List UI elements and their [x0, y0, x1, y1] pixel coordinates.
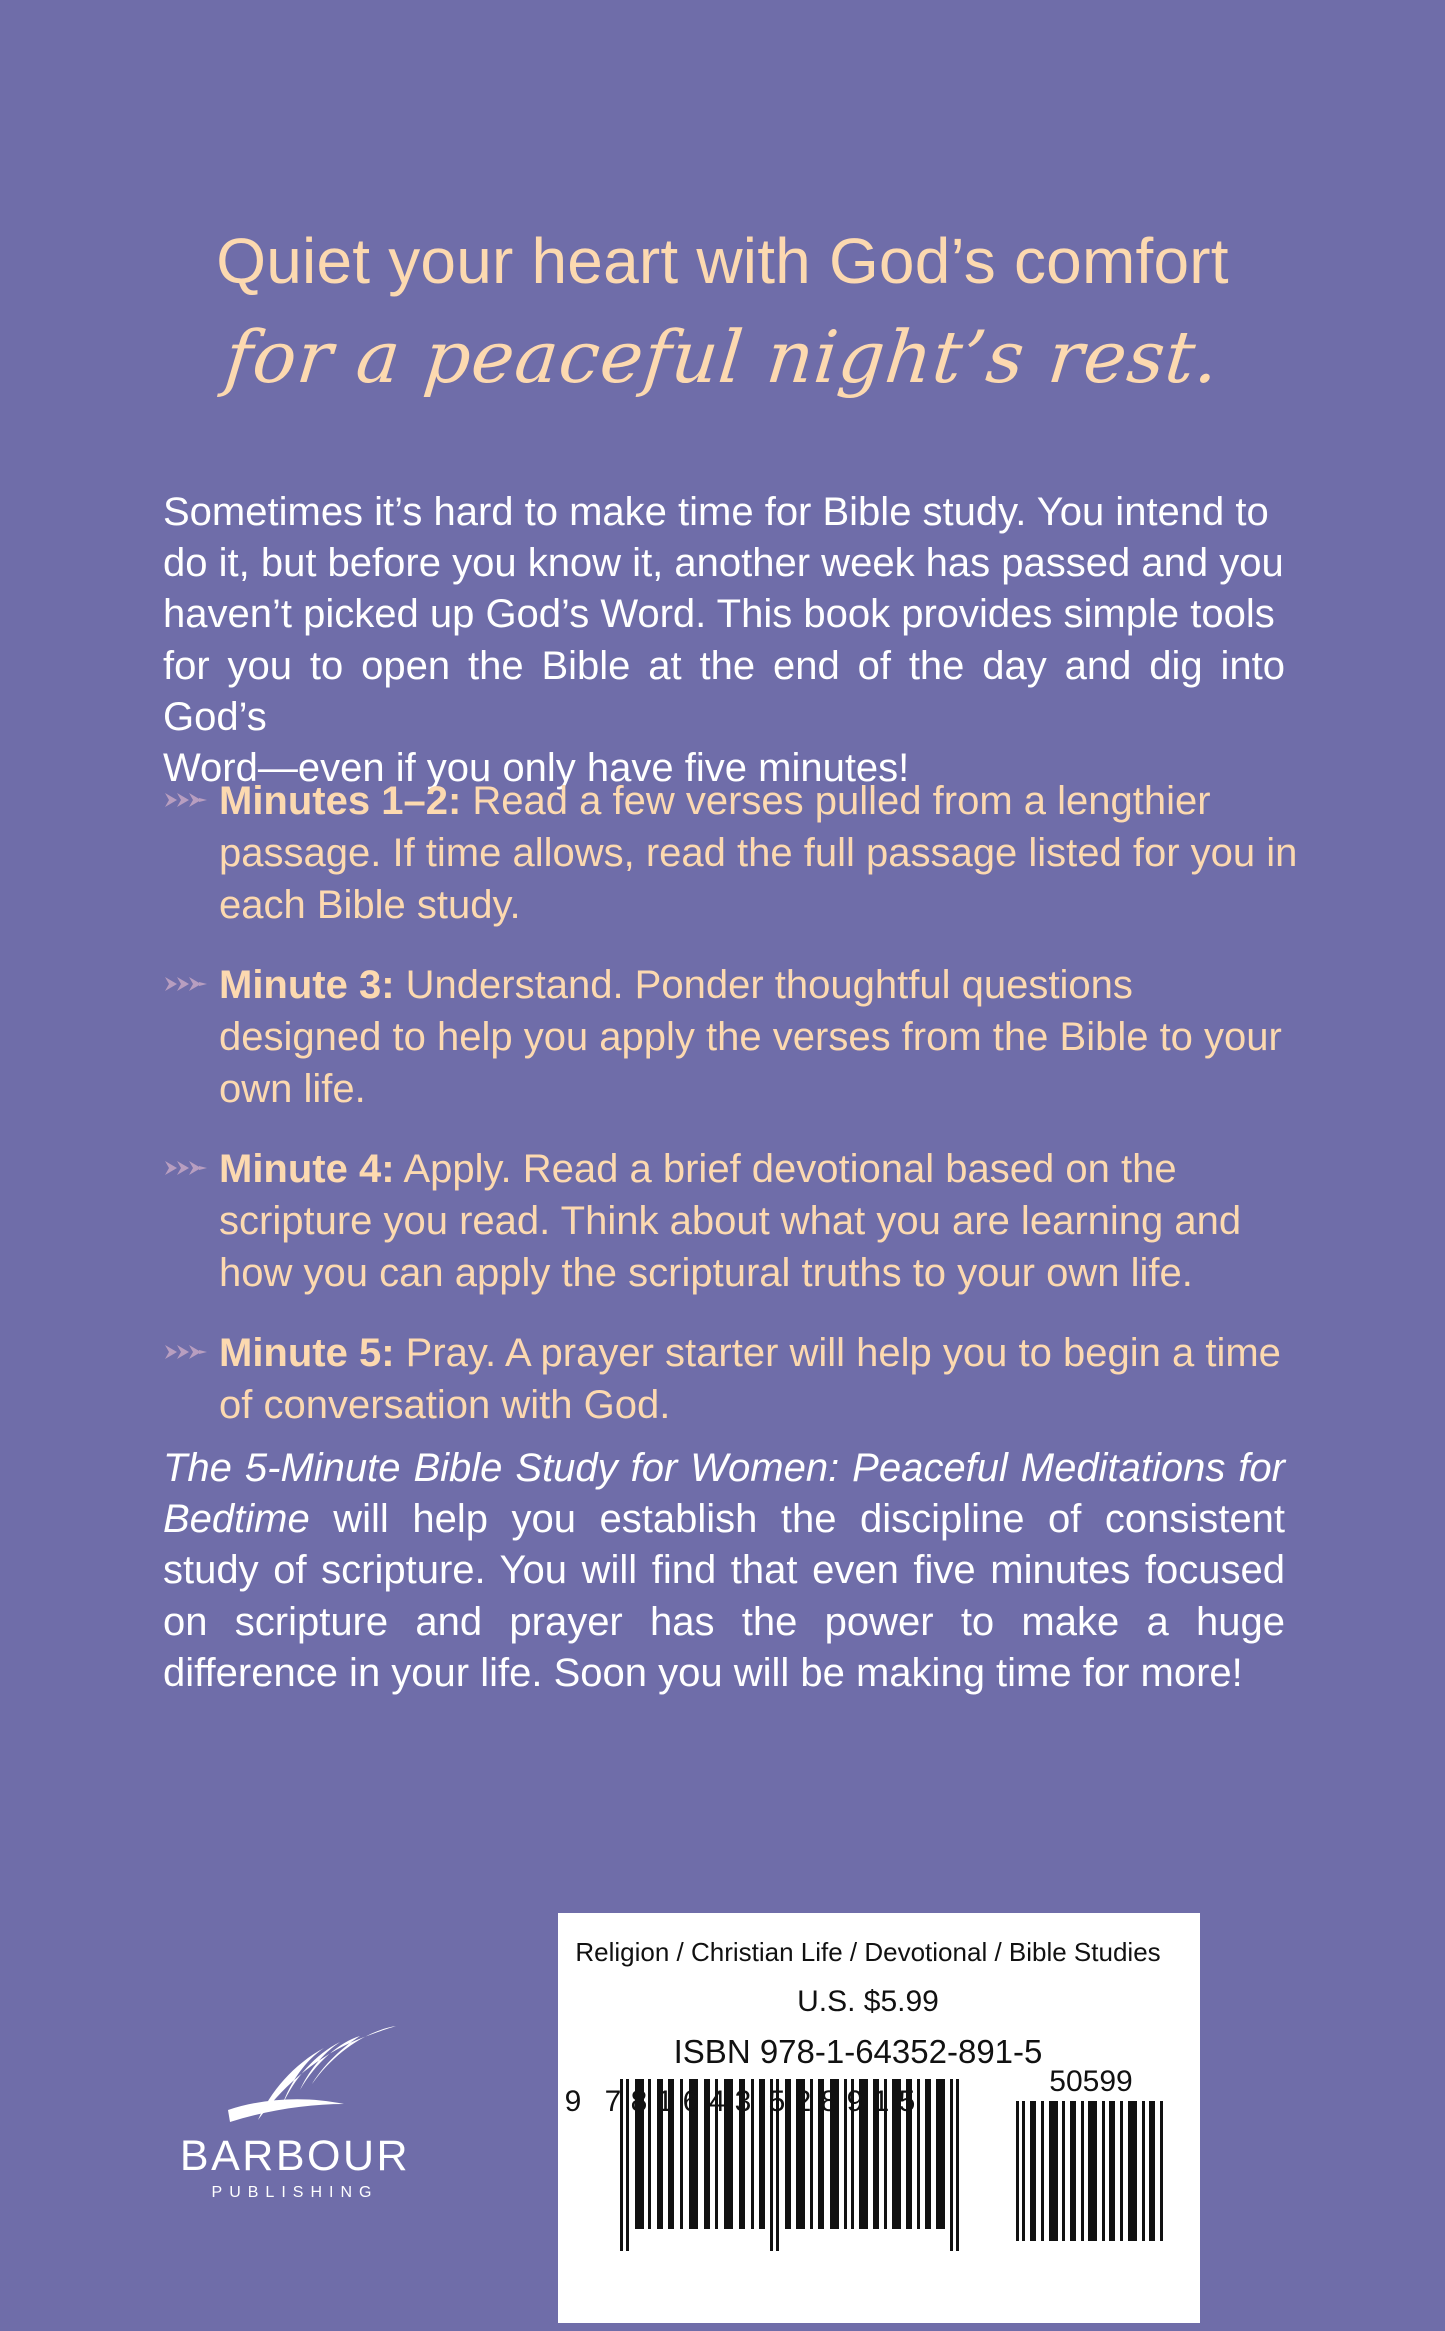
ean-digit: 5: [898, 2085, 916, 2118]
list-item-text: [219, 959, 1303, 1115]
intro-line: for you to open the Bible at the end of the day and dig into God’s: [163, 643, 1285, 739]
isbn-label: ISBN 978-1-64352-891-5: [673, 2033, 1043, 2070]
intro-line: Sometimes it’s hard to make time for Bible study. You intend to: [163, 490, 1269, 534]
intro-line: haven’t picked up God’s Word. This book provides simple tools: [163, 592, 1275, 637]
ean-digit: 5: [768, 2085, 786, 2118]
ean-digit: 3: [734, 2085, 752, 2118]
ean-digit: 2: [794, 2085, 812, 2118]
triple-chevron-arrow-icon: [163, 775, 219, 811]
barcode-block: [558, 1913, 1200, 2323]
ean-digit: 1: [872, 2085, 890, 2118]
price-label: U.S. $5.99: [797, 1985, 939, 2018]
page-title: Quiet your heart with God’s comfort: [216, 225, 1229, 297]
ean-digit: 7: [604, 2085, 622, 2118]
intro-paragraph: [163, 487, 1285, 794]
closing-body: will help you establish the discipline of consistent study of scripture. You will find that even five minutes focused on scripture and prayer has the power to make a huge difference in your life. Soon you will be making time for more!: [163, 1497, 1285, 1695]
list-item-label: Minute 5:: [219, 1331, 395, 1375]
list-item: [163, 775, 1303, 931]
list-item-body: Understand. Ponder thoughtful questions designed to help you apply the verses from the Bible to your own life.: [219, 963, 1282, 1111]
book-title-italic: The 5-Minute Bible Study for Women: Peaceful Meditations for Bedtime: [163, 1446, 1285, 1542]
publisher-name: BARBOUR: [179, 2132, 411, 2180]
open-book-swoosh-icon: [220, 2024, 405, 2124]
ean13-digits: [558, 2085, 953, 2119]
publisher-logo: [170, 2024, 420, 2219]
ean-digit: 6: [682, 2085, 700, 2118]
list-item-body: Read a few verses pulled from a lengthier passage. If time allows, read the full passage listed for you in each Bible study.: [219, 779, 1298, 927]
list-item-body: Pray. A prayer starter will help you to begin a time of conversation with God.: [219, 1331, 1281, 1427]
ean-digit: 9: [846, 2085, 864, 2118]
addon-number: 50599: [1049, 2065, 1133, 2098]
ean-digit: 4: [708, 2085, 726, 2118]
triple-chevron-arrow-icon: [163, 1143, 219, 1179]
list-item-body: Apply. Read a brief devotional based on the scripture you read. Think about what you are learning and how you can apply the scriptural truths to your own life.: [219, 1147, 1242, 1295]
list-item-label: Minute 3:: [219, 963, 395, 1007]
ean-digit: 1: [656, 2085, 674, 2118]
ean-digit: 9: [564, 2085, 582, 2118]
triple-chevron-arrow-icon: [163, 959, 219, 995]
subtitle-script: for a peaceful night’s rest.: [221, 315, 1224, 399]
list-item: [163, 959, 1303, 1115]
list-item: [163, 1143, 1303, 1299]
addon-barcode: [1016, 2101, 1166, 2241]
ean-digit: 8: [630, 2085, 648, 2118]
minutes-list: [163, 775, 1303, 1459]
closing-paragraph: [163, 1443, 1285, 1699]
list-item-text: [219, 775, 1303, 931]
list-item-label: Minute 4:: [219, 1147, 395, 1191]
publisher-tagline: PUBLISHING: [211, 2184, 379, 2201]
list-item: [163, 1327, 1303, 1431]
triple-chevron-arrow-icon: [163, 1327, 219, 1363]
ean-digit: 8: [820, 2085, 838, 2118]
list-item-text: [219, 1143, 1303, 1299]
list-item-text: [219, 1327, 1303, 1431]
list-item-label: Minutes 1–2:: [219, 779, 462, 823]
bisac-category: Religion / Christian Life / Devotional / Bible Studies: [575, 1937, 1161, 1967]
intro-line: Word—even if you only have five minutes!: [163, 745, 910, 790]
intro-line: do it, but before you know it, another week has passed and you: [163, 541, 1284, 586]
